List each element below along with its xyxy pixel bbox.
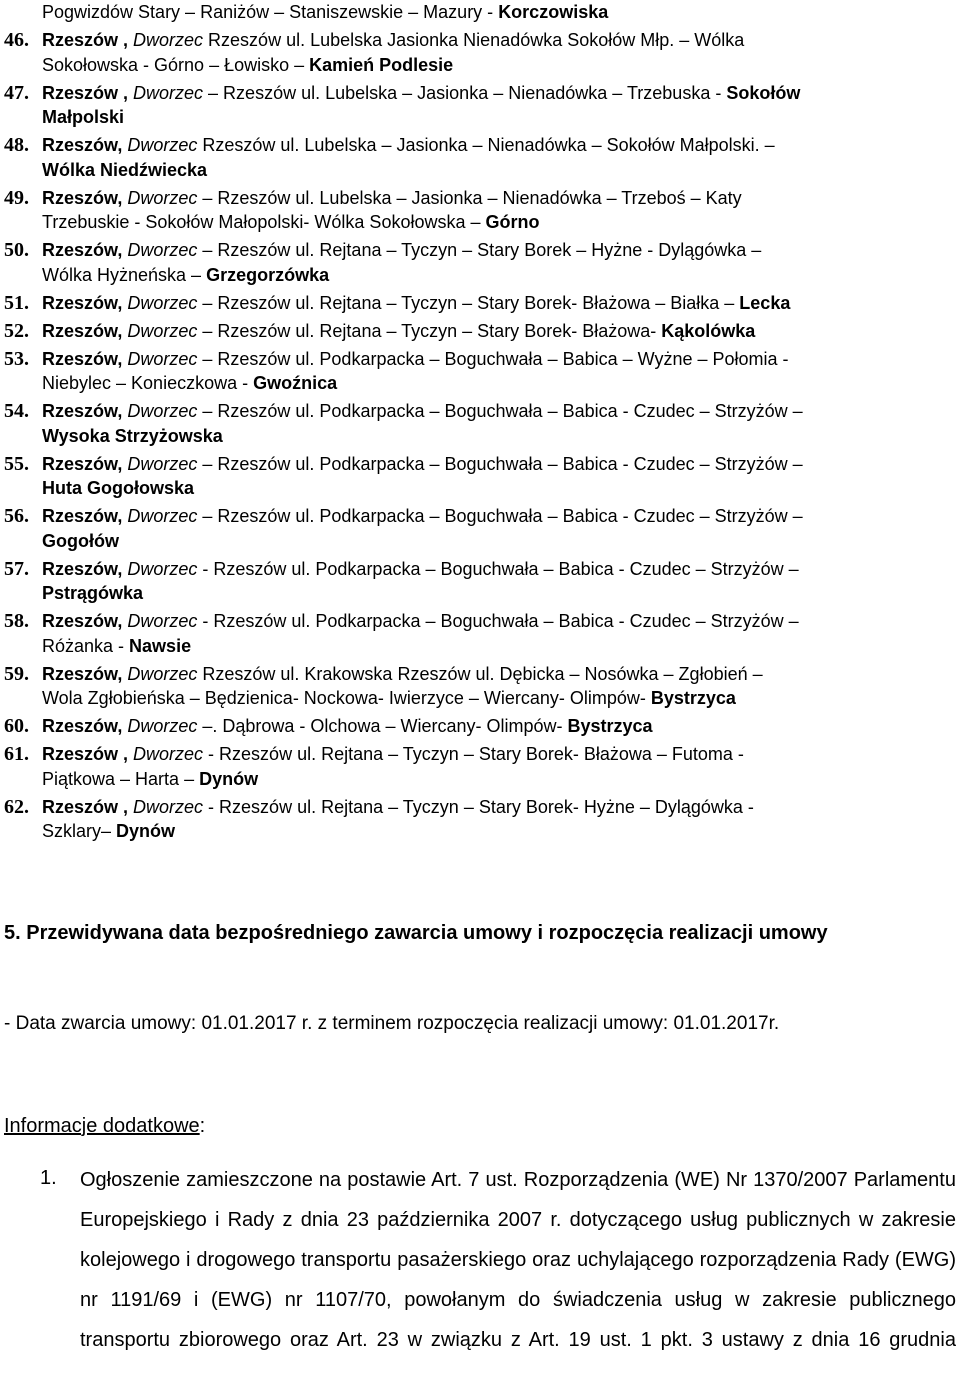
route-destination: Rzeszów,: [42, 611, 128, 632]
route-station: Dworzec: [133, 796, 204, 817]
route-segment: Piątkowa – Harta –: [42, 768, 200, 789]
route-line: [42, 686, 960, 710]
route-station: Dworzec: [133, 744, 204, 765]
route-segment: Rzeszów ul. Lubelska Jasionka Nienadówka Sokołów Młp. – Wólka: [203, 30, 745, 51]
route-segment: - Rzeszów ul. Rejtana – Tyczyn – Stary Borek- Błażowa – Futoma -: [203, 744, 744, 765]
route-destination: Grzegorzówka: [206, 264, 330, 285]
route-destination: Gogołów: [42, 530, 119, 551]
route-destination: Dynów: [199, 768, 259, 789]
route-destination: Rzeszów ,: [42, 30, 134, 51]
route-line: [42, 795, 960, 819]
route-segment: – Rzeszów ul. Lubelska – Jasionka – Nienadówka – Trzebuska -: [203, 82, 727, 103]
route-destination: Rzeszów,: [42, 135, 128, 156]
route-segment: – Rzeszów ul. Podkarpacka – Boguchwała – Babica - Czudec – Strzyżów –: [197, 453, 803, 474]
route-line: [42, 399, 960, 423]
route-segment: Szklary–: [42, 821, 117, 842]
route-item-62: [0, 795, 960, 844]
route-line: [42, 371, 960, 395]
route-number: 56.: [4, 505, 29, 528]
route-item-59: [0, 662, 960, 711]
route-segment: –. Dąbrowa - Olchowa – Wiercany- Olimpów-: [197, 716, 568, 737]
route-destination: Bystrzyca: [567, 716, 653, 737]
route-line: [42, 662, 960, 686]
route-destination: Rzeszów,: [42, 558, 128, 579]
route-number: 60.: [4, 715, 29, 738]
route-number: 49.: [4, 186, 29, 209]
route-line: [42, 81, 960, 105]
route-line: [42, 767, 960, 791]
route-number: 47.: [4, 81, 29, 104]
route-line: [42, 210, 960, 234]
route-item-51: [0, 291, 960, 315]
route-destination: Wysoka Strzyżowska: [42, 425, 223, 446]
route-item-top: [0, 0, 960, 24]
route-station: Dworzec: [127, 320, 198, 341]
route-segment: Różanka -: [42, 635, 130, 656]
route-segment: – Rzeszów ul. Rejtana – Tyczyn – Stary Borek- Błażowa-: [197, 320, 662, 341]
route-line: [42, 581, 960, 605]
route-item-61: [0, 742, 960, 791]
route-segment: Rzeszów ul. Lubelska – Jasionka – Nienadówka – Sokołów Małpolski. –: [197, 135, 775, 156]
route-line: [42, 557, 960, 581]
route-destination: Rzeszów,: [42, 401, 128, 422]
route-destination: Lecka: [739, 292, 791, 313]
route-destination: Pstrągówka: [42, 583, 144, 604]
route-segment: Trzebuskie - Sokołów Małopolski- Wólka Sokołowska –: [42, 212, 486, 232]
route-station: Dworzec: [133, 82, 204, 103]
route-segment: Sokołowska - Górno – Łowisko –: [42, 54, 310, 75]
route-destination: Sokołów: [726, 82, 801, 103]
route-destination: Dynów: [116, 821, 176, 842]
route-station: Dworzec: [127, 611, 198, 632]
route-number: 54.: [4, 400, 29, 423]
route-destination: Rzeszów,: [42, 240, 128, 261]
route-destination: Rzeszów ,: [42, 744, 134, 765]
route-segment: – Rzeszów ul. Podkarpacka – Boguchwała – Babica - Czudec – Strzyżów –: [197, 401, 803, 422]
route-line: [42, 263, 960, 287]
heading-colon: :: [199, 1115, 206, 1137]
route-destination: Małpolski: [42, 107, 125, 127]
route-item-54: [0, 399, 960, 448]
route-destination: Rzeszów ,: [42, 82, 134, 103]
route-line: [42, 238, 960, 262]
route-segment: Wola Zgłobieńska – Będzienica- Nockowa- Iwierzyce – Wiercany- Olimpów-: [42, 688, 651, 709]
route-destination: Bystrzyca: [650, 688, 736, 709]
contract-date-line: - Data zwarcia umowy: 01.01.2017 r. z terminem rozpoczęcia realizacji umowy: 01.01.2017r.: [4, 1013, 780, 1034]
route-destination: Rzeszów,: [42, 506, 128, 527]
route-destination: Rzeszów,: [42, 663, 128, 684]
route-station: Dworzec: [127, 135, 198, 156]
route-segment: – Rzeszów ul. Rejtana – Tyczyn – Stary Borek – Hyżne - Dylągówka –: [197, 240, 762, 261]
route-segment: – Rzeszów ul. Lubelska – Jasionka – Nienadówka – Trzeboś – Katy: [197, 187, 742, 208]
route-line: [42, 291, 960, 315]
route-destination: Nawsie: [129, 635, 192, 656]
route-segment: - Rzeszów ul. Podkarpacka – Boguchwała – Babica - Czudec – Strzyżów –: [197, 558, 799, 579]
route-segment: – Rzeszów ul. Podkarpacka – Boguchwała – Babica - Czudec – Strzyżów –: [197, 506, 803, 527]
route-item-58: [0, 609, 960, 658]
route-line: [42, 319, 960, 343]
route-line: [42, 424, 960, 448]
route-station: Dworzec: [127, 401, 198, 422]
route-destination: Rzeszów,: [42, 716, 128, 737]
route-item-47: [0, 81, 960, 130]
route-line: [42, 529, 960, 553]
route-number: 53.: [4, 347, 29, 370]
route-number: 51.: [4, 291, 29, 314]
route-number: 59.: [4, 662, 29, 685]
route-destination: Huta Gogołowska: [42, 478, 195, 499]
route-destination: Rzeszów,: [42, 187, 128, 208]
route-destination: Rzeszów,: [42, 453, 128, 474]
route-item-60: [0, 714, 960, 738]
route-destination: Gwoźnica: [253, 373, 338, 394]
route-number: 57.: [4, 557, 29, 580]
route-line: [42, 28, 960, 52]
route-station: Dworzec: [127, 240, 198, 261]
route-line: [42, 609, 960, 633]
route-station: Dworzec: [127, 187, 198, 208]
route-number: 46.: [4, 29, 29, 52]
info-item-1: [40, 1160, 956, 1360]
route-item-49: [0, 186, 960, 235]
route-segment: – Rzeszów ul. Rejtana – Tyczyn – Stary Borek- Błażowa – Białka –: [197, 292, 740, 313]
route-line: [42, 819, 960, 843]
route-destination: Kamień Podlesie: [309, 54, 454, 75]
route-line: [42, 452, 960, 476]
route-number: 55.: [4, 452, 29, 475]
route-station: Dworzec: [127, 453, 198, 474]
route-station: Dworzec: [127, 558, 198, 579]
route-destination: Rzeszów,: [42, 320, 128, 341]
route-number: 61.: [4, 743, 29, 766]
route-line: [42, 742, 960, 766]
route-item-48: [0, 133, 960, 182]
route-item-55: [0, 452, 960, 501]
route-destination: Korczowiska: [498, 2, 609, 22]
route-station: Dworzec: [127, 663, 198, 684]
route-line: [42, 347, 960, 371]
additional-info-title: Informacje dodatkowe: [4, 1115, 200, 1137]
route-segment: Pogwizdów Stary – Raniżów – Staniszewskie – Mazury -: [42, 2, 499, 22]
route-number: 62.: [4, 795, 29, 818]
route-destination: Wólka Niedźwiecka: [42, 159, 208, 180]
route-number: 52.: [4, 319, 29, 342]
info-item-text: Ogłoszenie zamieszczone na postawie Art. 7 ust. Rozporządzenia (WE) Nr 1370/2007 Parlamentu Europejskiego i Rady z dnia 23 października 2007 r. dotyczącego usług publicznych w zakresie kolejowego i drogowego transportu pasażerskiego oraz uchylającego rozporządzenia Rady (EWG) nr 1191/69 i (EWG) nr 1107/70, powołanym do świadczenia usług w zakresie publicznego transportu zbiorowego oraz Art. 23 w związku z Art. 19 ust. 1 pkt. 3 ustawy z dnia 16 grudnia: [80, 1169, 956, 1351]
route-segment: Wólka Hyżneńska –: [42, 264, 207, 285]
route-line: [42, 0, 960, 24]
route-segment: Rzeszów ul. Krakowska Rzeszów ul. Dębicka – Nosówka – Zgłobień –: [197, 663, 763, 684]
route-line: [42, 634, 960, 658]
section-5-heading: 5. Przewidywana data bezpośredniego zawarcia umowy i rozpoczęcia realizacji umowy: [4, 922, 828, 944]
route-destination: Górno: [485, 212, 540, 232]
route-item-56: [0, 504, 960, 553]
route-line: [42, 53, 960, 77]
route-number: 48.: [4, 134, 29, 157]
route-item-57: [0, 557, 960, 606]
route-item-52: [0, 319, 960, 343]
route-line: [42, 476, 960, 500]
route-item-46: [0, 28, 960, 77]
route-line: [42, 186, 960, 210]
route-line: [42, 158, 960, 182]
route-number: 50.: [4, 239, 29, 262]
route-line: [42, 105, 960, 129]
route-station: Dworzec: [127, 292, 198, 313]
additional-info-heading: [4, 1115, 205, 1138]
route-station: Dworzec: [127, 506, 198, 527]
route-station: Dworzec: [127, 716, 198, 737]
route-segment: – Rzeszów ul. Podkarpacka – Boguchwała – Babica – Wyżne – Połomia -: [197, 348, 789, 369]
route-destination: Rzeszów ,: [42, 796, 134, 817]
route-destination: Kąkolówka: [661, 320, 756, 341]
route-line: [42, 133, 960, 157]
route-segment: - Rzeszów ul. Podkarpacka – Boguchwała – Babica - Czudec – Strzyżów –: [197, 611, 799, 632]
route-segment: Niebylec – Konieczkowa -: [42, 373, 254, 394]
info-item-number: 1.: [40, 1167, 57, 1189]
route-item-50: [0, 238, 960, 287]
route-segment: - Rzeszów ul. Rejtana – Tyczyn – Stary Borek- Hyżne – Dylągówka -: [203, 796, 754, 817]
route-number: 58.: [4, 610, 29, 633]
route-line: [42, 504, 960, 528]
route-item-53: [0, 347, 960, 396]
route-line: [42, 714, 960, 738]
route-destination: Rzeszów,: [42, 348, 128, 369]
route-station: Dworzec: [133, 30, 204, 51]
route-destination: Rzeszów,: [42, 292, 128, 313]
route-station: Dworzec: [127, 348, 198, 369]
